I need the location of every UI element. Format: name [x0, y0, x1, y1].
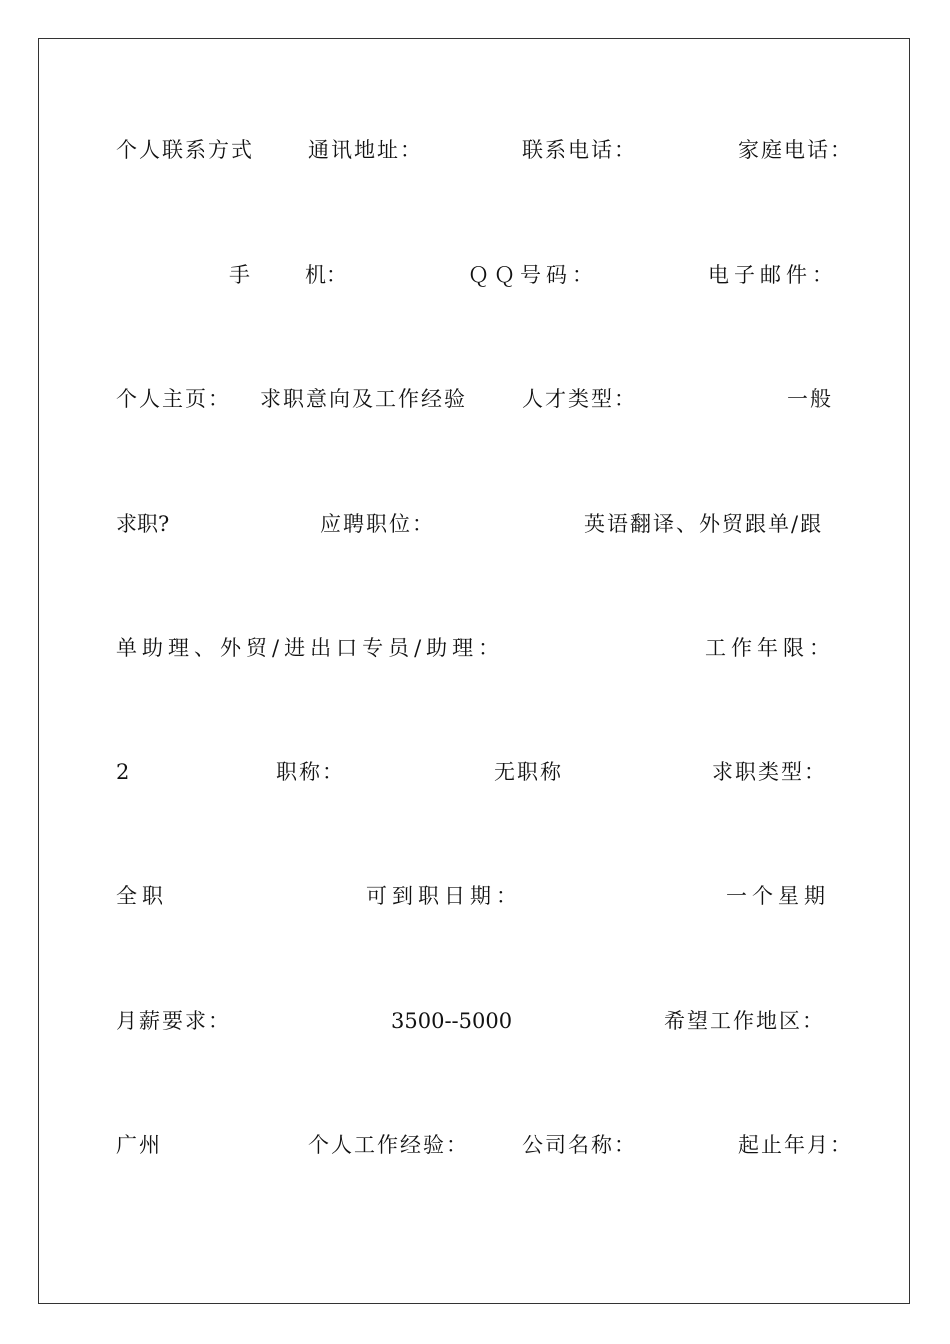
value-job-type: 全职 — [116, 884, 168, 908]
label-homepage: 个人主页： — [116, 387, 231, 411]
value-salary: 3500--5000 — [391, 1009, 513, 1033]
value-work-years: 2 — [116, 760, 130, 784]
label-position: 应聘职位： — [320, 512, 435, 536]
label-home-phone: 家庭电话： — [738, 138, 853, 162]
text-line-2 — [0, 261, 950, 301]
heading-work-experience: 个人工作经验： — [308, 1133, 469, 1157]
value-position-line-1: 英语翻译、外贸跟单/跟 — [584, 512, 824, 536]
label-personal-contact: 个人联系方式 — [116, 138, 254, 162]
label-email: 电子邮件： — [708, 263, 838, 287]
label-mobile-part-2: 机： — [305, 263, 347, 287]
value-talent-type: 一般 — [787, 387, 833, 411]
label-address: 通讯地址： — [308, 138, 423, 162]
label-job-seeking: 求职? — [116, 512, 170, 536]
text-line-3 — [0, 385, 950, 425]
label-work-years: 工作年限： — [705, 636, 835, 660]
label-talent-type: 人才类型： — [522, 387, 637, 411]
label-salary: 月薪要求： — [116, 1009, 231, 1033]
text-line-4 — [0, 510, 950, 550]
text-line-9 — [0, 1131, 950, 1171]
label-work-location: 希望工作地区： — [664, 1009, 825, 1033]
label-job-type: 求职类型： — [712, 760, 827, 784]
label-company-name: 公司名称： — [522, 1133, 637, 1157]
label-qq-number: ＱＱ号码： — [468, 263, 598, 287]
text-line-5 — [0, 634, 950, 674]
heading-job-intent: 求职意向及工作经验 — [260, 387, 467, 411]
label-mobile-part-1: 手 — [229, 263, 250, 287]
text-line-7 — [0, 882, 950, 922]
label-period: 起止年月： — [738, 1133, 853, 1157]
value-available-date: 一个星期 — [726, 884, 830, 908]
value-title: 无职称 — [494, 760, 563, 784]
label-contact-phone: 联系电话： — [522, 138, 637, 162]
text-line-1 — [0, 136, 950, 176]
label-title: 职称： — [276, 760, 345, 784]
text-line-6 — [0, 758, 950, 798]
value-position-line-2: 单助理、外贸/进出口专员/助理： — [116, 636, 505, 660]
value-work-location: 广州 — [116, 1133, 162, 1157]
label-available-date: 可到职日期： — [366, 884, 522, 908]
text-line-8 — [0, 1007, 950, 1047]
